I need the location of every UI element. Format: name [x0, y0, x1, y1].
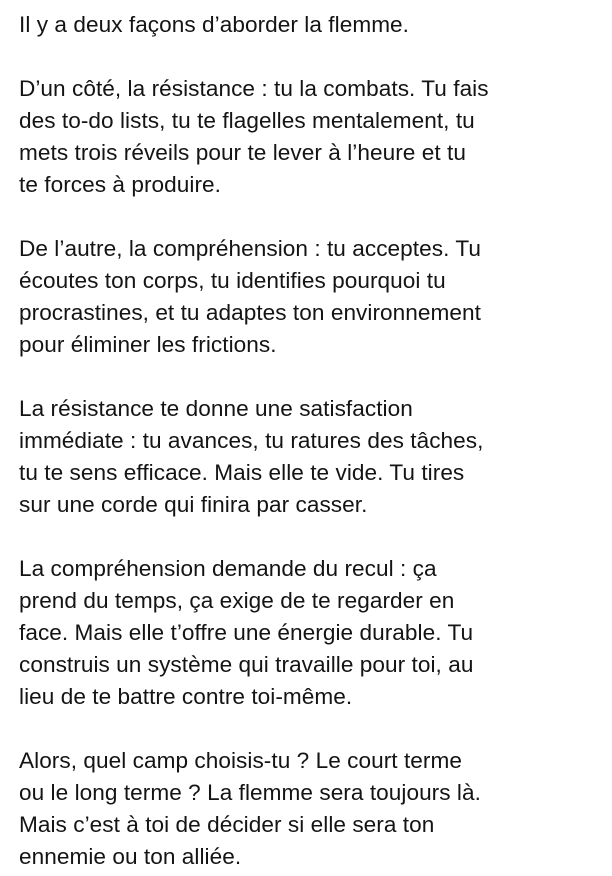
text-line: Mais c’est à toi de décider si elle sera ton: [19, 812, 435, 837]
paragraph-comprehension: [19, 233, 605, 361]
text-line: ou le long terme ? La flemme sera toujours là.: [19, 780, 481, 805]
text-line: des to-do lists, tu te flagelles mentalement, tu: [19, 108, 475, 133]
text-line: La résistance te donne une satisfaction: [19, 396, 413, 421]
text-line: sur une corde qui finira par casser.: [19, 492, 368, 517]
paragraph-spacer: [19, 201, 605, 233]
text-line: Il y a deux façons d’aborder la flemme.: [19, 12, 410, 37]
paragraph-spacer: [19, 361, 605, 393]
text-line: procrastines, et tu adaptes ton environnement: [19, 300, 481, 325]
paragraph-conclusion: [19, 745, 605, 873]
text-line: tu te sens efficace. Mais elle te vide. Tu tires: [19, 460, 465, 485]
text-line: écoutes ton corps, tu identifies pourquoi tu: [19, 268, 446, 293]
text-line: D’un côté, la résistance : tu la combats. Tu fais: [19, 76, 489, 101]
text-line: La compréhension demande du recul : ça: [19, 556, 437, 581]
paragraph-comprehension-effects: [19, 553, 605, 713]
text-line: immédiate : tu avances, tu ratures des tâches,: [19, 428, 484, 453]
paragraph-resistance: [19, 73, 605, 201]
text-line: Alors, quel camp choisis-tu ? Le court terme: [19, 748, 462, 773]
text-line: pour éliminer les frictions.: [19, 332, 277, 357]
text-line: prend du temps, ça exige de te regarder en: [19, 588, 455, 613]
text-line: lieu de te battre contre toi-même.: [19, 684, 353, 709]
text-line: mets trois réveils pour te lever à l’heure et tu: [19, 140, 466, 165]
post-body-text: [19, 9, 605, 873]
text-line: De l’autre, la compréhension : tu acceptes. Tu: [19, 236, 481, 261]
text-line: te forces à produire.: [19, 172, 221, 197]
paragraph-spacer: [19, 41, 605, 73]
paragraph-spacer: [19, 521, 605, 553]
text-line: face. Mais elle t’offre une énergie durable. Tu: [19, 620, 474, 645]
text-line: construis un système qui travaille pour toi, au: [19, 652, 474, 677]
paragraph-spacer: [19, 713, 605, 745]
paragraph-resistance-effects: [19, 393, 605, 521]
text-line: ennemie ou ton alliée.: [19, 844, 242, 869]
paragraph-intro: [19, 9, 605, 41]
